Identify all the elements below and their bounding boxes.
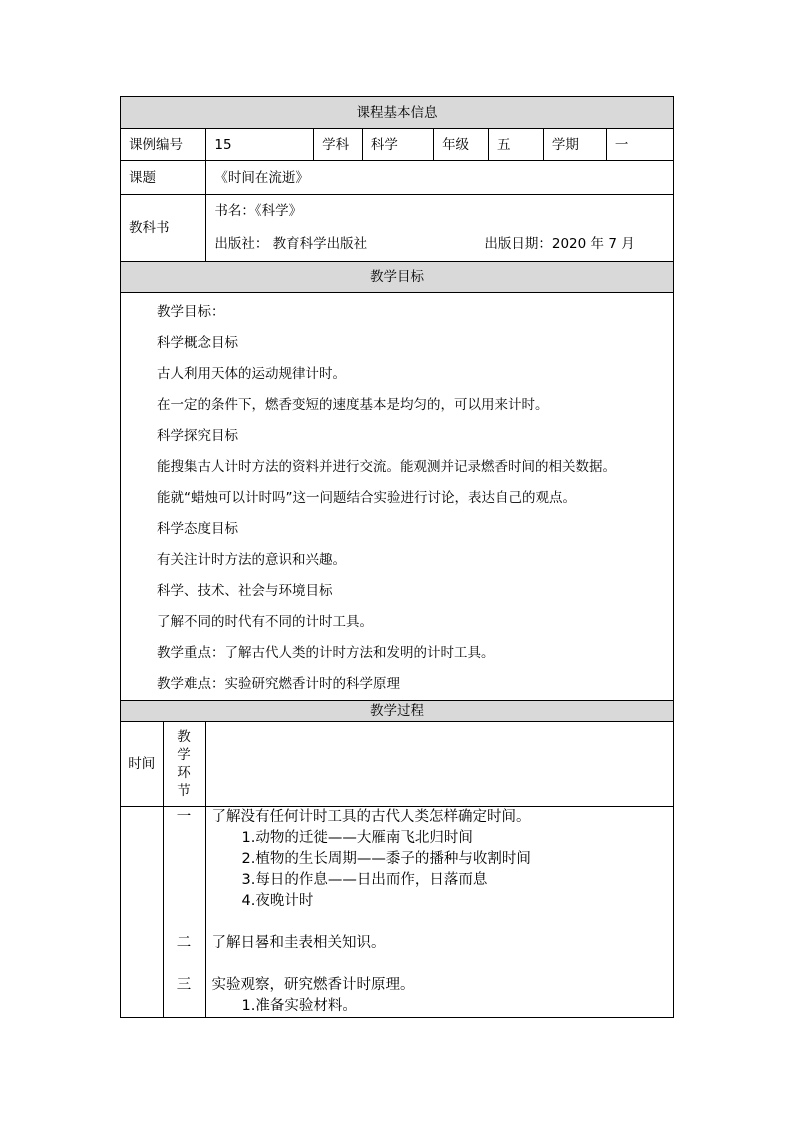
objectives-content [121,293,674,701]
process-step-title: 实验观察，研究燃香计时原理。 [211,977,415,993]
stage-two: 二 [176,935,192,951]
time-cell [121,807,163,1017]
process-columns [121,722,673,806]
subject-value: 科学 [362,129,433,161]
publication-date: 出版日期：2020 年 7 月 [484,236,635,252]
grade-value: 五 [488,129,543,161]
objective-line: 能就“蜡烛可以计时吗”这一问题结合实验进行讨论，表达自己的观点。 [157,490,576,506]
textbook-row [121,195,674,262]
code-label: 课例编号 [121,129,206,161]
term-label: 学期 [543,129,606,161]
objective-line: 了解不同的时代有不同的计时工具。 [157,614,373,630]
objective-line: 教学目标： [157,304,225,320]
stage-char: 教 [177,729,191,745]
lesson-id-row [121,129,674,161]
objective-line: 科学探究目标 [157,428,238,444]
publisher-line [214,228,673,261]
stage-cell [163,807,205,1017]
stage-char: 节 [177,783,191,799]
objective-line: 教学难点：实验研究燃香计时的科学原理 [157,676,400,692]
objectives-row [121,293,674,701]
objective-line: 有关注计时方法的意识和兴趣。 [157,552,346,568]
stage-char: 环 [177,765,191,781]
process-step-title: 了解没有任何计时工具的古代人类怎样确定时间。 [211,809,531,825]
basic-info-header: 课程基本信息 [121,97,674,129]
objective-line: 科学态度目标 [157,521,238,537]
process-body-row [121,807,674,1018]
textbook-details [206,195,674,262]
objective-line: 能搜集古人计时方法的资料并进行交流。能观测并记录燃香时间的相关数据。 [157,459,616,475]
process-substep: 3.每日的作息——日出而作，日落而息 [241,872,488,888]
process-substep: 1.准备实验材料。 [241,998,357,1014]
objective-line: 教学重点：了解古代人类的计时方法和发明的计时工具。 [157,645,495,661]
stage-column-header [163,722,205,806]
topic-label: 课题 [121,161,206,195]
process-body [121,807,673,1017]
process-step-title: 了解日晷和圭表相关知识。 [211,935,386,951]
objective-line: 古人利用天体的运动规律计时。 [157,366,346,382]
process-content [205,807,673,1017]
term-value: 一 [606,129,673,161]
topic-row [121,161,674,195]
topic-value: 《时间在流逝》 [206,161,674,195]
process-substep: 2.植物的生长周期——黍子的播种与收割时间 [241,851,531,867]
content-column-header [205,722,673,806]
process-substep: 1.动物的迁徙——大雁南飞北归时间 [241,830,473,846]
book-name: 书名：《科学》 [214,203,303,219]
time-column-header: 时间 [121,722,163,806]
code-value: 15 [206,129,314,161]
objective-line: 在一定的条件下，燃香变短的速度基本是均匀的，可以用来计时。 [157,397,549,413]
textbook-label: 教科书 [121,195,206,262]
process-column-row [121,722,674,807]
grade-label: 年级 [434,129,489,161]
stage-three: 三 [176,977,192,993]
subject-label: 学科 [314,129,363,161]
stage-one: 一 [176,809,192,825]
process-header: 教学过程 [121,701,674,722]
process-substep: 4.夜晚计时 [241,893,314,909]
lesson-plan-table [120,96,674,1018]
stage-char: 学 [177,747,191,763]
objective-line: 科学、技术、社会与环境目标 [157,583,333,599]
objectives-header: 教学目标 [121,262,674,293]
publisher: 出版社： 教育科学出版社 [214,236,368,252]
objective-line: 科学概念目标 [157,335,238,351]
